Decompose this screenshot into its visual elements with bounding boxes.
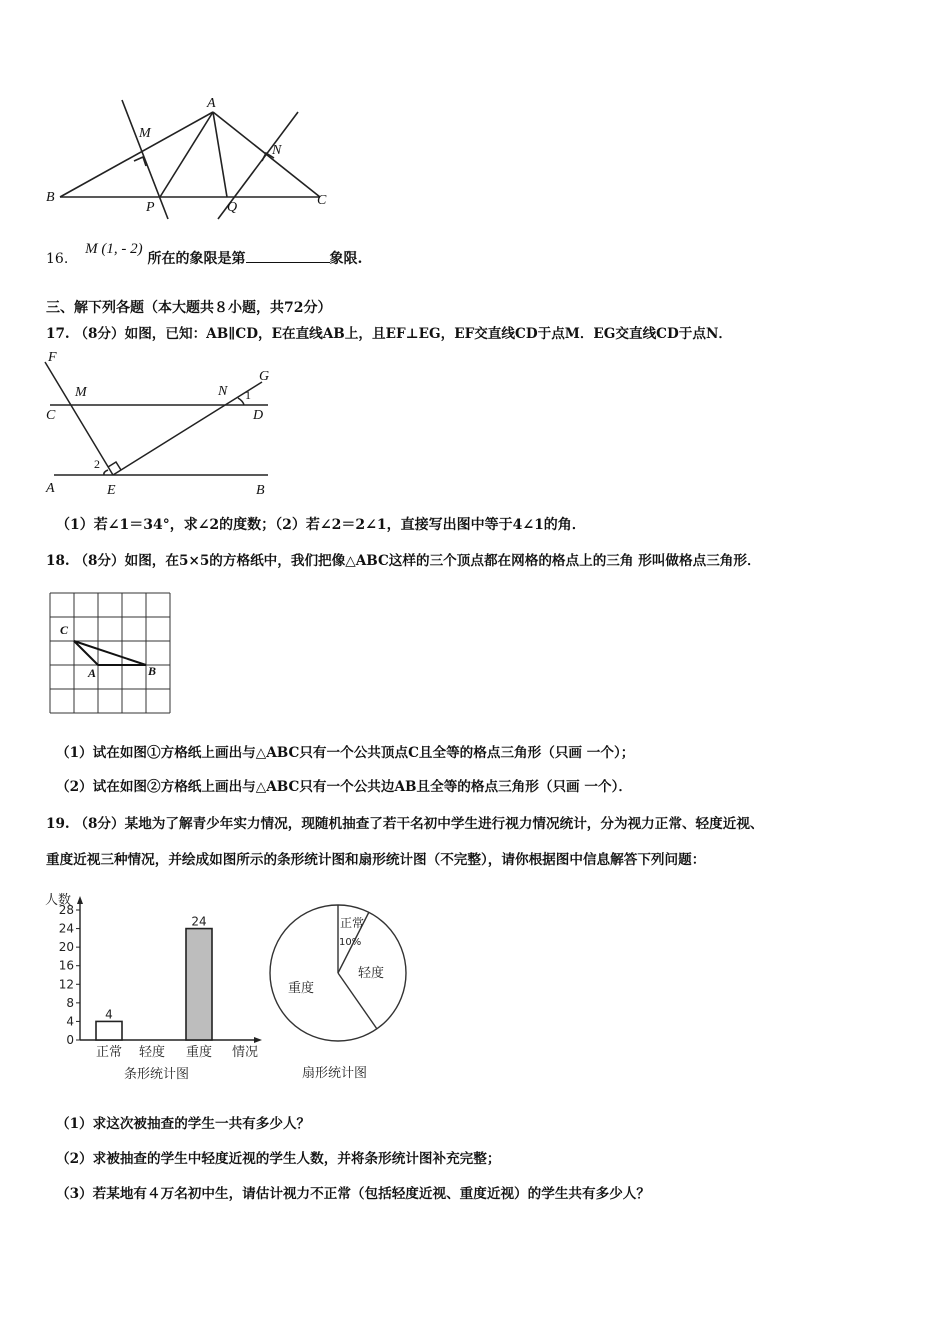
fig-label-Q: Q [227, 200, 238, 215]
section-3-heading: 三、解下列各题（本大题共８小题，共72分） [46, 300, 332, 316]
fig-label-N: N [272, 143, 282, 158]
q17-label-M: M [75, 385, 87, 400]
bar-y-tick-label: 20 [58, 940, 74, 955]
figure-triangle-perpendicular-bisectors [40, 95, 340, 220]
bar-x-axis-arrow [254, 1037, 262, 1043]
question-19-part2: （2）求被抽查的学生中轻度近视的学生人数，并将条形统计图补充完整； [56, 1151, 501, 1167]
bar-重度 [186, 929, 212, 1040]
q17-angle-2: 2 [94, 457, 100, 471]
pie-label-mild: 轻度 [358, 966, 385, 981]
bar-y-tick-label: 16 [58, 958, 74, 973]
bar-chart-ylabel: 人数 [45, 893, 72, 908]
pie-chart [262, 893, 422, 1088]
q16-answer-blank[interactable] [246, 250, 330, 263]
bar-category-label: 重度 [185, 1045, 213, 1060]
q17-label-D: D [253, 408, 264, 423]
grid-label-A: A [88, 666, 97, 680]
bar-value-label: 4 [105, 1007, 113, 1022]
bar-category-label: 轻度 [138, 1045, 166, 1060]
fig-label-M: M [139, 126, 151, 141]
bar-category-label: 正常 [95, 1045, 123, 1060]
grid-5x5 [45, 588, 175, 718]
q17-label-C: C [46, 408, 56, 423]
question-19-part1: （1）求这次被抽查的学生一共有多少人？ [56, 1116, 311, 1132]
grid-label-B: B [148, 664, 157, 678]
question-19-part3: （3）若某地有４万名初中生，请估计视力不正常（包括轻度近视、重度近视）的学生共有多少人？ [56, 1186, 650, 1202]
question-18-part1: （1）试在如图①方格纸上画出与△ABC只有一个公共顶点C且全等的格点三角形（只画 一个）； [56, 745, 635, 761]
question-17-stem: 17. （8分）如图，已知：AB∥CD，E在直线AB上，且EF⊥EG，EF交直线CD于点M．EG交直线CD于点N． [46, 326, 732, 342]
q17-label-A: A [46, 481, 55, 496]
q16-text-before: 所在的象限是第 [147, 251, 246, 267]
bar-y-axis-arrow [77, 896, 83, 904]
pie-chart-title: 扇形统计图 [302, 1066, 368, 1081]
fig-label-B: B [46, 190, 55, 205]
question-18-stem: 18. （8分）如图，在5×5的方格纸中，我们把像△ABC这样的三个顶点都在网格的格点上的三角 形叫做格点三角形． [46, 553, 761, 569]
question-16 [46, 240, 362, 270]
q16-math: M (1, - 2) [85, 241, 143, 257]
bar-value-label: 24 [191, 914, 207, 929]
q16-text-after: 象限. [329, 251, 363, 267]
fig-label-P: P [146, 200, 155, 215]
question-18-part2: （2）试在如图②方格纸上画出与△ABC只有一个公共边AB且全等的格点三角形（只画 一个）． [56, 779, 632, 795]
question-17-parts: （1）若∠1＝34°，求∠2的度数；（2）若∠2＝2∠1，直接写出图中等于4∠1的角． [56, 517, 586, 533]
question-19-stem-line2: 重度近视三种情况，并绘成如图所示的条形统计图和扇形统计图（不完整），请你根据图中信息解答下列问题： [46, 852, 706, 868]
q17-label-E: E [107, 483, 116, 498]
bar-y-tick-label: 28 [58, 903, 74, 917]
fig-label-C: C [317, 193, 327, 208]
pie-percent-normal: 10% [339, 937, 362, 948]
bar-正常 [96, 1021, 122, 1040]
bar-y-tick-label: 24 [58, 921, 74, 936]
pie-label-normal: 正常 [340, 916, 365, 930]
bar-chart-title: 条形统计图 [124, 1067, 190, 1082]
q17-label-N: N [218, 384, 228, 399]
bar-chart-xlabel: 情况 [232, 1045, 259, 1060]
q17-angle-1: 1 [245, 388, 251, 402]
q17-label-F: F [48, 350, 57, 365]
bar-y-tick-label: 8 [66, 995, 74, 1010]
q17-label-G: G [259, 369, 270, 384]
grid-label-C: C [60, 623, 69, 637]
question-19-stem-line1: 19. （8分）某地为了解青少年实力情况，现随机抽查了若干名初中学生进行视力情况统计，分为视力正常、轻度近视、 [46, 816, 764, 832]
bar-y-tick-label: 0 [66, 1033, 74, 1047]
bar-chart [40, 886, 270, 1086]
figure-parallel-lines [40, 350, 290, 500]
bar-y-tick-label: 12 [58, 977, 74, 992]
q16-number: 16. [46, 251, 69, 267]
q17-label-B: B [256, 483, 265, 498]
bar-y-tick-label: 4 [66, 1014, 74, 1029]
pie-label-severe: 重度 [288, 981, 315, 996]
fig-label-A: A [207, 96, 216, 111]
